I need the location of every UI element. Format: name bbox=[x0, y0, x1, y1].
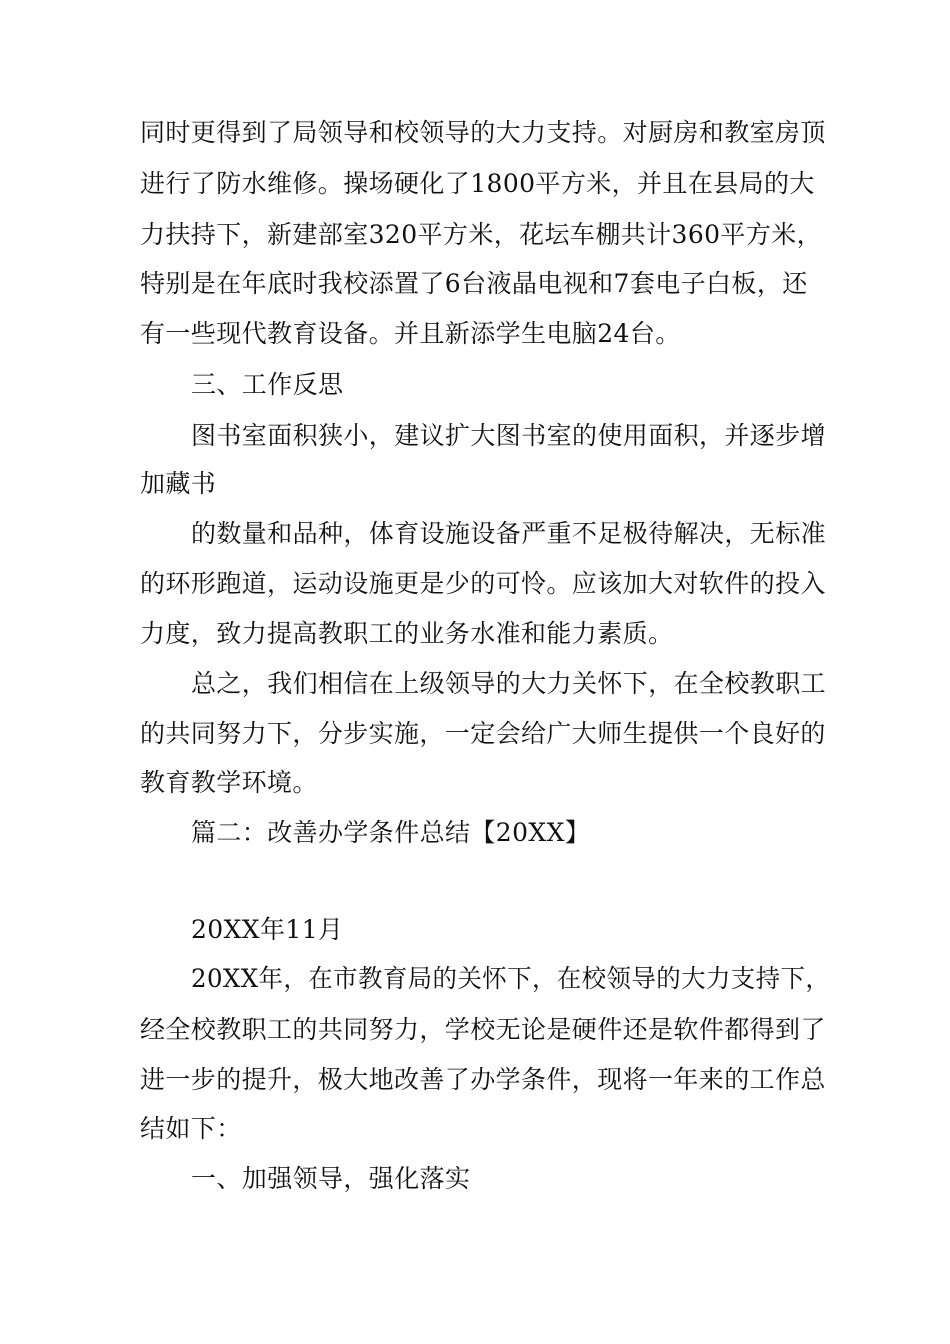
text-line: 教育教学环境。 bbox=[140, 768, 318, 797]
text-line: 加藏书 bbox=[140, 469, 217, 498]
text-line: 有一些现代教育设备。并且新添学生电脑24台。 bbox=[140, 319, 681, 348]
paragraph-first-line: 20XX年，在市教育局的关怀下，在校领导的大力支持下， bbox=[191, 964, 831, 993]
article-title: 篇二：改善办学条件总结【20XX】 bbox=[191, 818, 591, 847]
date-line: 20XX年11月 bbox=[191, 915, 344, 944]
text-line: 经全校教职工的共同努力，学校无论是硬件还是软件都得到了 bbox=[140, 1015, 826, 1044]
text-line: 力扶持下，新建部室320平方米，花坛车棚共计360平方米， bbox=[140, 220, 823, 249]
paragraph-first-line: 总之，我们相信在上级领导的大力关怀下，在全校教职工 bbox=[191, 669, 827, 698]
section-heading: 三、工作反思 bbox=[191, 370, 344, 399]
text-line: 力度，致力提高教职工的业务水准和能力素质。 bbox=[140, 619, 674, 648]
text-line: 结如下： bbox=[140, 1114, 242, 1143]
text-line: 的共同努力下，分步实施，一定会给广大师生提供一个良好的 bbox=[140, 719, 826, 748]
section-heading: 一、加强领导，强化落实 bbox=[191, 1164, 471, 1193]
text-line: 进行了防水维修。操场硬化了1800平方米，并且在县局的大 bbox=[140, 169, 815, 198]
text-line: 同时更得到了局领导和校领导的大力支持。对厨房和教室房顶 bbox=[140, 118, 826, 147]
paragraph-first-line: 的数量和品种，体育设施设备严重不足极待解决，无标准 bbox=[191, 519, 827, 548]
text-line: 的环形跑道，运动设施更是少的可怜。应该加大对软件的投入 bbox=[140, 569, 826, 598]
text-line: 特别是在年底时我校添置了6台液晶电视和7套电子白板，还 bbox=[140, 269, 808, 298]
paragraph-first-line: 图书室面积狭小，建议扩大图书室的使用面积，并逐步增 bbox=[191, 421, 827, 450]
text-line: 进一步的提升，极大地改善了办学条件，现将一年来的工作总 bbox=[140, 1065, 826, 1094]
